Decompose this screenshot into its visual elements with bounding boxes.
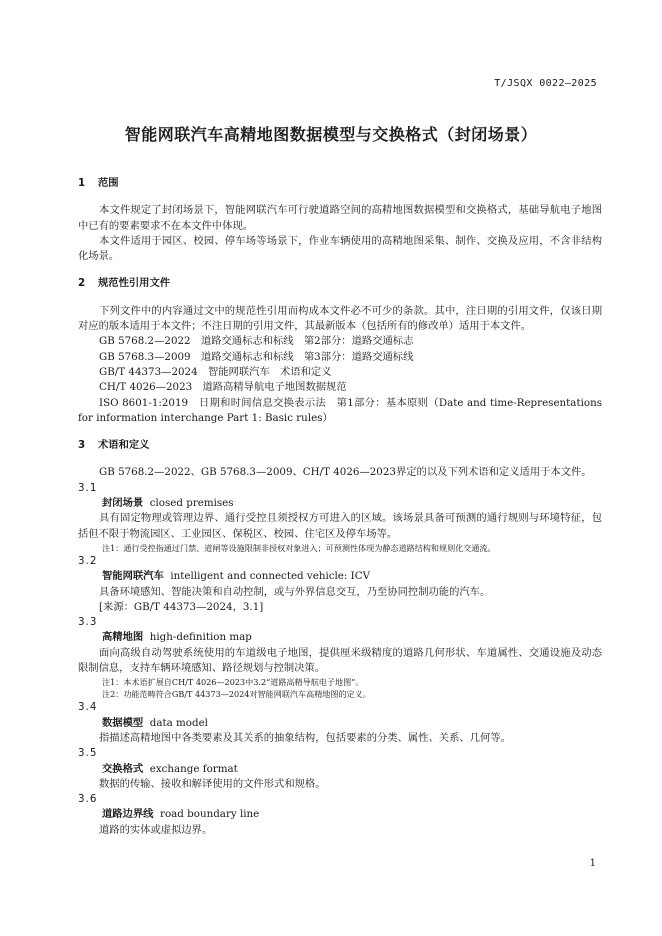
- term-heading: 道路边界线 road boundary line: [102, 808, 260, 821]
- section-3-heading: 3 术语和定义: [78, 439, 150, 452]
- reference-item: GB/T 44373—2024 智能网联汽车 术语和定义: [99, 365, 332, 378]
- term-heading: 数据模型 data model: [102, 716, 208, 729]
- term-number: 3.5: [78, 747, 98, 760]
- section-1-paragraph-1: 本文件规定了封闭场景下，智能网联汽车可行驶道路空间的高精地图数据模型和交换格式，基础导航电子地图中已有的要素要求不在本文件中体现。: [78, 204, 602, 232]
- term-heading: 智能网联汽车 intelligent and connected vehicle: ICV: [102, 570, 371, 583]
- section-1-heading: 1 范围: [78, 177, 119, 189]
- reference-item: ISO 8601-1:2019 日期和时间信息交换表示法 第1部分：基本原则（Date and time-Representations for information interchange Part 1: Basic rules）: [78, 396, 602, 424]
- section-2-paragraph: 下列文件中的内容通过文中的规范性引用而构成本文件必不可少的条款。其中，注日期的引用文件，仅该日期对应的版本适用于本文件；不注日期的引用文件，其最新版本（包括所有的修改单）适用于本文件。: [78, 304, 602, 333]
- reference-item: GB 5768.2—2022 道路交通标志和标线 第2部分：道路交通标志: [99, 335, 414, 348]
- term-heading: 高精地图 high-definition map: [102, 631, 252, 644]
- term-number: 3.2: [78, 554, 98, 567]
- term-heading: 交换格式 exchange format: [102, 762, 238, 775]
- standard-code: T/JSQX 0022—2025: [494, 78, 597, 89]
- term-definition: 具有固定物理或管理边界、通行受控且须授权方可进入的区域。该场景具备可预测的通行规则与环境特征，包括但不限于物流园区、工业园区、保税区、校园、住宅区及停车场等。: [78, 512, 602, 540]
- page-number: 1: [589, 858, 596, 869]
- term-note: 注1：通行受控指通过门禁、道闸等设施限制非授权对象进入；可预测性体现为静态道路结构和规则化交通流。: [102, 542, 496, 553]
- term-definition: 道路的实体或虚拟边界。: [99, 823, 213, 836]
- term-number: 3.3: [78, 616, 98, 629]
- document-body: [78, 176, 602, 838]
- term-note: 注2：功能范畴符合GB/T 44373—2024对智能网联汽车高精地图的定义。: [102, 689, 371, 700]
- reference-item: GB 5768.3—2009 道路交通标志和标线 第3部分：道路交通标线: [99, 350, 414, 363]
- section-3-paragraph: GB 5768.2—2022、GB 5768.3—2009、CH/T 4026—2023界定的以及下列术语和定义适用于本文件。: [99, 466, 592, 479]
- section-1-paragraph-2: 本文件适用于园区、校园、停车场等场景下，作业车辆使用的高精地图采集、制作、交换及应用，不含非结构化场景。: [78, 234, 602, 263]
- reference-item: CH/T 4026—2023 道路高精导航电子地图数据规范: [99, 381, 347, 394]
- term-definition: 面向高级自动驾驶系统使用的车道级电子地图，提供厘米级精度的道路几何形状、车道属性、交通设施及动态限制信息，支持车辆环境感知、路径规划与控制决策。: [78, 646, 602, 675]
- term-definition: 指描述高精地图中各类要素及其关系的抽象结构，包括要素的分类、属性、关系、几何等。: [99, 731, 511, 744]
- term-source: [来源：GB/T 44373—2024，3.1]: [99, 600, 264, 613]
- term-note: 注1：本术语扩展自CH/T 4026—2023中3.2“道路高精导航电子地图”。: [102, 677, 364, 688]
- term-number: 3.1: [78, 481, 98, 494]
- term-number: 3.6: [78, 793, 98, 806]
- term-heading: 封闭场景 closed premises: [102, 497, 234, 510]
- section-2-heading: 2 规范性引用文件: [78, 277, 171, 290]
- document-title: 智能网联汽车高精地图数据模型与交换格式（封闭场景）: [124, 125, 538, 144]
- term-definition: 具备环境感知、智能决策和自动控制，或与外界信息交互，乃至协同控制功能的汽车。: [99, 585, 491, 598]
- term-number: 3.4: [78, 701, 98, 714]
- term-definition: 数据的传输、接收和解译使用的文件形式和规格。: [99, 777, 326, 790]
